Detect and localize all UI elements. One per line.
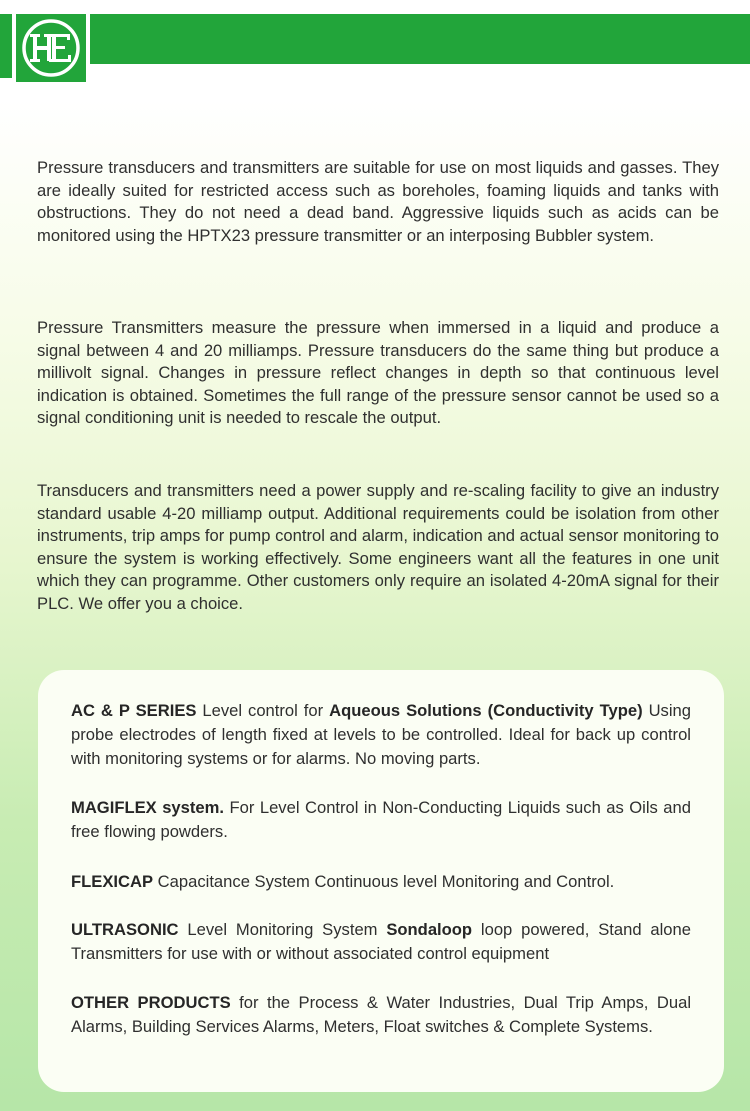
product-text: Capacitance System Continuous level Monitoring and Control. — [153, 872, 615, 891]
header-left-strip — [0, 14, 12, 78]
intro-paragraph-2: Pressure Transmitters measure the pressure when immersed in a liquid and produce a signal between 4 and 20 milliamps. Pressure transducers do the same thing but produce a millivolt signal. Changes in pressure reflect changes in depth so that continuous level indication is obtained. Sometimes the full range of the pressure sensor cannot be used so a signal conditioning unit is needed to rescale the output. — [37, 318, 719, 428]
product-name: FLEXICAP — [71, 872, 154, 891]
product-ultrasonic — [71, 918, 691, 966]
product-name: MAGIFLEX system. — [71, 798, 225, 817]
product-magiflex — [71, 796, 691, 844]
product-name: ULTRASONIC — [71, 920, 179, 939]
he-logo-icon — [16, 14, 86, 82]
header-bar — [90, 14, 750, 64]
company-logo — [16, 14, 86, 82]
product-highlight: Sondaloop — [386, 920, 473, 939]
product-ac-p-series — [71, 699, 691, 771]
product-highlight: Aqueous Solutions (Conductivity Type) — [329, 701, 643, 720]
product-text: For Level Control in Non-Conducting Liquids such as Oils and free flowing powders. — [71, 798, 691, 841]
product-name: AC & P SERIES — [71, 701, 197, 720]
product-text: loop powered, Stand alone Transmitters for use with or without associated control equipment — [71, 920, 691, 963]
product-text: Using probe electrodes of length fixed at levels to be controlled. Ideal for back up control with monitoring systems or for alarms. No moving parts. — [71, 701, 691, 768]
product-flexicap — [71, 870, 691, 894]
product-text: Level control for — [196, 701, 330, 720]
intro-paragraph-3: Transducers and transmitters need a power supply and re-scaling facility to give an industry standard usable 4-20 milliamp output. Additional requirements could be isolation from other instruments, trip amps for pump control and alarm, indication and actual sensor monitoring to ensure the system is working effectively. Some engineers want all the features in one unit which they can programme. Other customers only require an isolated 4-20mA signal for their PLC. We offer you a choice. — [37, 481, 719, 613]
product-name: OTHER PRODUCTS — [71, 993, 231, 1012]
intro-paragraph-1: Pressure transducers and transmitters are suitable for use on most liquids and gasses. They are ideally suited for restricted access such as boreholes, foaming liquids and tanks with obstructions. They do not need a dead band. Aggressive liquids such as acids can be monitored using the HPTX23 pressure transmitter or an interposing Bubbler system. — [37, 158, 719, 245]
product-text: for the Process & Water Industries, Dual Trip Amps, Dual Alarms, Building Services Alarms, Meters, Float switches & Complete Systems. — [71, 993, 691, 1036]
product-text: Level Monitoring System — [178, 920, 387, 939]
product-other-products — [71, 991, 691, 1039]
